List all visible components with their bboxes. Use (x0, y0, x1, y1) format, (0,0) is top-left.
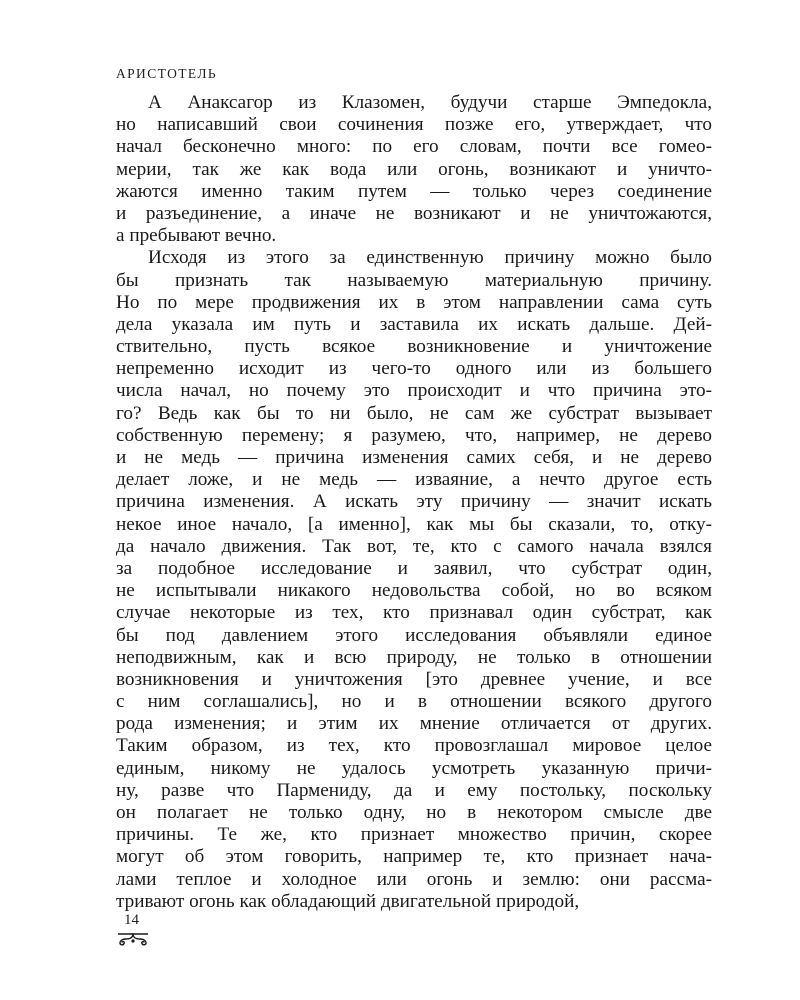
text-line: рода изменения; и этим их мнение отличается от других. (116, 713, 712, 735)
text-line: он полагает не только одну, но в некотором смысле две (116, 802, 712, 823)
page-number: 14 (124, 912, 139, 928)
text-line: Таким образом, из тех, кто провозглашал мировое целое (116, 735, 712, 757)
text-line: некое иное начало, [а именно], как мы бы сказали, то, отку- (116, 513, 712, 535)
text-line: бы под давлением этого исследования объявляли единое (116, 624, 712, 646)
text-line: и разъединение, а иначе не возникают и не уничтожаются, (116, 202, 712, 224)
text-line: возникновения и уничтожения [это древнее учение, и все (116, 668, 712, 690)
text-line: и не медь — причина изменения самих себя, и не дерево (116, 447, 712, 468)
text-line: дела указала им путь и заставила их искать дальше. Дей- (116, 313, 712, 335)
text-line: делает ложе, и не медь — изваяние, а нечто другое есть (116, 469, 712, 491)
text-line: причина изменения. А искать эту причину — значит искать (116, 491, 712, 513)
text-line: не испытывали никакого недовольства собой, но во всяком (116, 580, 712, 602)
text-line: да начало движения. Так вот, те, кто с самого начала взялся (116, 535, 712, 557)
text-line: ствительно, пусть всякое возникновение и уничтожение (116, 336, 712, 358)
text-line: жаются именно таким путем — только через соединение (116, 180, 712, 202)
text-line: Но по мере продвижения их в этом направлении сама суть (116, 291, 712, 313)
text-line: могут об этом говорить, например те, кто признает нача- (116, 846, 712, 868)
text-line: А Анаксагор из Клазомен, будучи старше Эмпедокла, (148, 92, 712, 113)
text-line: за подобное исследование и заявил, что субстрат один, (116, 557, 712, 579)
body-text (116, 92, 712, 913)
text-line: Исходя из этого за единственную причину можно было (148, 247, 712, 269)
running-head: АРИСТОТЕЛЬ (116, 66, 218, 81)
text-line: начал бесконечно много: по его словам, почти все гомео- (116, 136, 712, 158)
text-line: ну, разве что Пармениду, да и ему постольку, поскольку (116, 779, 712, 801)
text-line: числа начал, но почему это происходит и что причина это- (116, 380, 712, 402)
text-line: го? Ведь как бы то ни было, не сам же субстрат вызывает (116, 402, 712, 424)
text-line: неподвижным, как и всю природу, не только в отношении (116, 646, 712, 668)
text-line: но написавший свои сочинения позже его, утверждает, что (116, 114, 712, 136)
text-line: лами теплое и холодное или огонь и землю: они рассма- (116, 868, 712, 890)
text-line: а пребывают вечно. (116, 225, 277, 247)
text-line: бы признать так называемую материальную причину. (116, 269, 712, 291)
text-line: с ним соглашались], но и в отношении всякого другого (116, 691, 712, 713)
text-line: собственную перемену; я разумею, что, например, не дерево (116, 424, 712, 446)
text-line: причины. Те же, кто признает множество причин, скорее (116, 824, 712, 846)
text-line: случае некоторые из тех, кто признавал один субстрат, как (116, 602, 712, 624)
text-line: единым, никому не удалось усмотреть указанную причи- (116, 757, 712, 779)
text-line: тривают огонь как обладающий двигательной природой, (116, 890, 580, 912)
text-line: мерии, так же как вода или огонь, возникают и уничто- (116, 158, 712, 180)
scroll-ornament-icon (116, 930, 150, 946)
text-line: непременно исходит из чего-то одного или из большего (116, 358, 712, 380)
